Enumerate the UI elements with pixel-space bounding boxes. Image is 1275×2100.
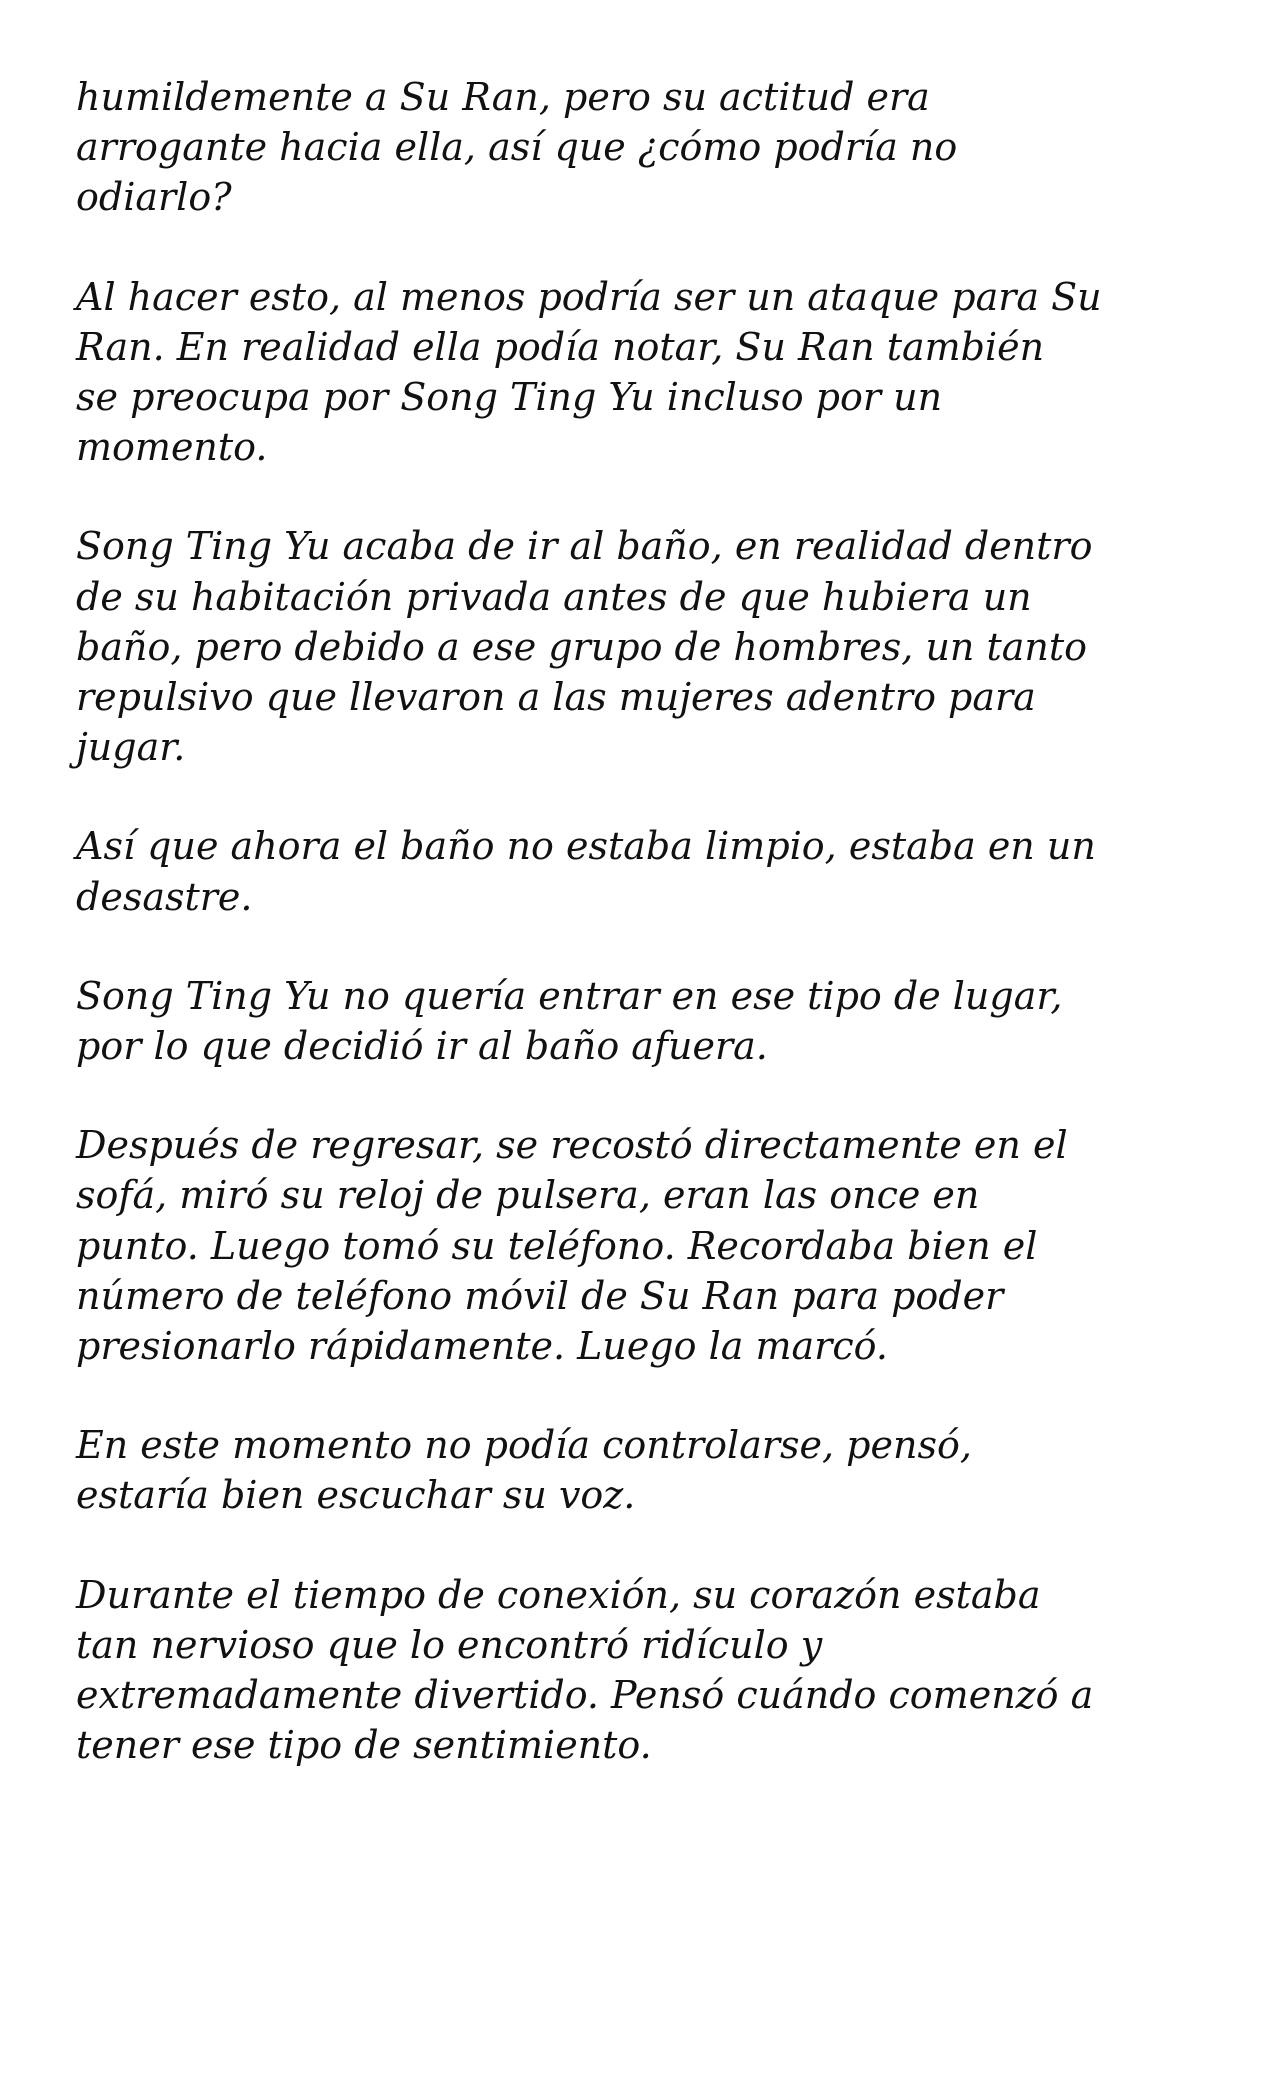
text-line: humildemente a Su Ran, pero su actitud era — [76, 75, 930, 119]
text-line: arrogante hacia ella, así que ¿cómo podría no — [76, 125, 958, 170]
paragraph-8 — [76, 1570, 1216, 1771]
text-line: sofá, miró su reloj de pulsera, eran las once en — [76, 1173, 980, 1218]
text-line: punto. Luego tomó su teléfono. Recordaba bien el — [76, 1223, 1038, 1268]
text-line: desastre. — [76, 874, 253, 919]
document-page — [76, 72, 1216, 1819]
text-line: número de teléfono móvil de Su Ran para poder — [76, 1273, 1004, 1318]
text-line: repulsivo que llevaron a las mujeres adentro para — [76, 675, 1036, 720]
paragraph-2 — [76, 272, 1216, 473]
text-line: por lo que decidió ir al baño afuera. — [76, 1024, 768, 1069]
paragraph-3 — [76, 521, 1216, 772]
paragraph-1 — [76, 72, 1216, 223]
text-line: Song Ting Yu no quería entrar en ese tipo de lugar, — [76, 973, 1063, 1018]
text-line: Después de regresar, se recostó directamente en el — [76, 1123, 1068, 1168]
text-line: baño, pero debido a ese grupo de hombres, un tanto — [76, 624, 1088, 669]
paragraph-4 — [76, 821, 1216, 921]
text-line: se preocupa por Song Ting Yu incluso por un — [76, 375, 943, 420]
text-line: tan nervioso que lo encontró ridículo y — [76, 1622, 823, 1667]
text-line: Al hacer esto, al menos podría ser un ataque para Su — [76, 274, 1102, 319]
text-line: tener ese tipo de sentimiento. — [76, 1723, 652, 1768]
paragraph-6 — [76, 1120, 1216, 1371]
paragraph-5 — [76, 971, 1216, 1071]
text-line: odiarlo? — [76, 175, 232, 220]
text-line: Song Ting Yu acaba de ir al baño, en realidad dentro — [76, 524, 1093, 569]
text-line: extremadamente divertido. Pensó cuándo comenzó a — [76, 1673, 1094, 1718]
text-line: presionarlo rápidamente. Luego la marcó. — [76, 1324, 888, 1369]
text-line: Así que ahora el baño no estaba limpio, estaba en un — [76, 824, 1096, 869]
text-line: de su habitación privada antes de que hubiera un — [76, 574, 1032, 619]
text-line: Durante el tiempo de conexión, su corazón estaba — [76, 1572, 1041, 1617]
text-line: En este momento no podía controlarse, pensó, — [76, 1423, 972, 1468]
text-line: momento. — [76, 425, 268, 470]
text-line: estaría bien escuchar su voz. — [76, 1473, 636, 1518]
text-line: jugar. — [76, 725, 186, 770]
text-line: Ran. En realidad ella podía notar, Su Ran también — [76, 324, 1045, 369]
paragraph-7 — [76, 1420, 1216, 1520]
